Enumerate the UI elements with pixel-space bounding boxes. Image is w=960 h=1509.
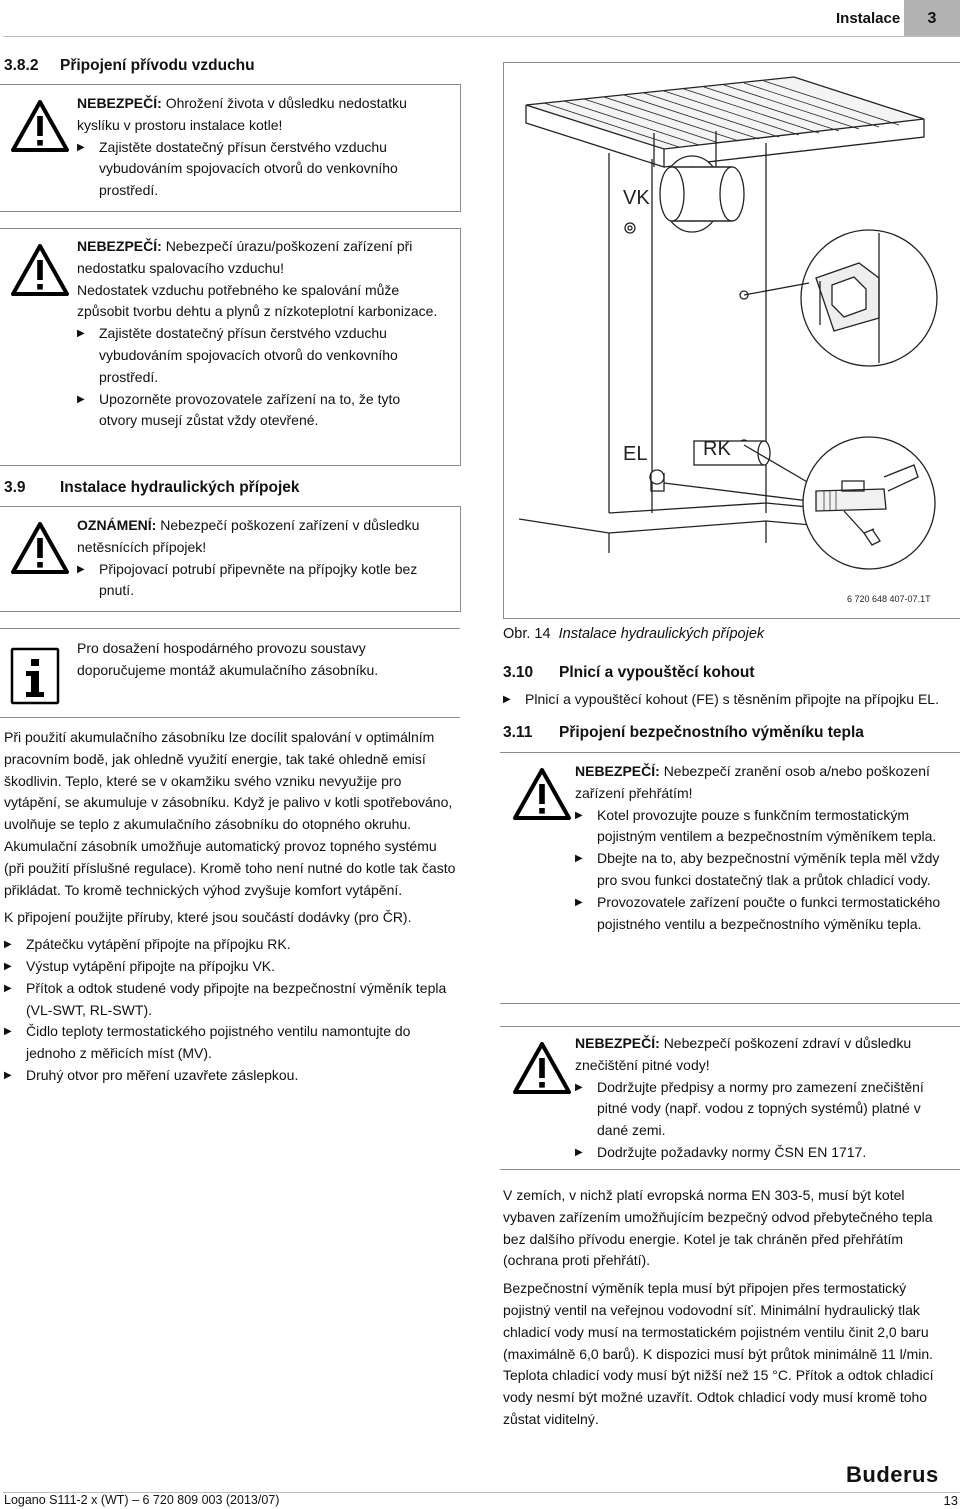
notice-label: OZNÁMENÍ:: [77, 517, 157, 533]
danger-box-drinking-water: [500, 1026, 960, 1170]
label-vk: VK: [623, 187, 650, 209]
notice-text: Nebezpečí poškození zařízení v důsledku netěsnících přípojek!: [77, 517, 420, 555]
warning-triangle-icon: [10, 99, 70, 153]
danger-bullet: ▶ Dodržujte předpisy a normy pro zamezení znečištění pitné vody (např. vodou z topných systémů) platné v dané zemi.: [575, 1077, 945, 1142]
footer-document: Logano S111-2 x (WT) – 6 720 809 003 (2013/07): [4, 1493, 280, 1507]
danger-bullet: ▶ Upozorněte provozovatele zařízení na to, že tyto otvory musejí zůstat vždy otevřené.: [77, 389, 442, 433]
instruction-bullet: ▶ Výstup vytápění připojte na přípojku VK.: [4, 956, 460, 978]
body-left: [4, 727, 460, 1087]
instruction-bullet: ▶ Přítok a odtok studené vody připojte na bezpečnostní výměník tepla (VL-SWT, RL-SWT).: [4, 978, 460, 1022]
danger-box-oxygen: [0, 84, 461, 212]
heading-3-11: [503, 724, 864, 742]
info-icon: [10, 647, 60, 705]
danger-box-combustion-air: [0, 228, 461, 466]
danger-text: Nebezpečí zranění osob a/nebo poškození zařízení přehřátím!: [575, 763, 930, 801]
danger-label: NEBEZPEČÍ:: [77, 95, 162, 111]
paragraph-buffer-tank: Při použití akumulačního zásobníku lze docílit spalování v optimálním pracovním bodě, jak ohledně využití energie, tak také ohledně emisí škodlivin. Teplo, které se v okamžiku svého vzniku nevyužije pro vytápění, se akumuluje v zásobníku. Když je palivo v kotli spotřebováno, uvolňuje se teplo z akumulačního zásobníku do otopného okruhu. Akumulační zásobník umožňuje automatický provoz topného systému (při použití příslušné regulace). Kromě toho není nutné do kotle tak často přikládat. To kromě technických výhod zvyšuje komfort vytápění.: [4, 729, 456, 898]
brand-logo: Buderus: [846, 1462, 939, 1487]
caption-number: Obr. 14: [503, 626, 551, 642]
danger-bullet: ▶ Dbejte na to, aby bezpečnostní výměník tepla měl vždy pro svou funkci dostatečný tlak a průtok chladicí vody.: [575, 848, 945, 892]
notice-box-content: [77, 515, 447, 602]
label-el: EL: [623, 443, 648, 465]
instruction-bullet: ▶ Druhý otvor pro měření uzavřete záslepkou.: [4, 1065, 460, 1087]
heading-title: Připojení přívodu vzduchu: [60, 57, 255, 74]
notice-bullet: ▶ Připojovací potrubí připevněte na přípojky kotle bez pnutí.: [77, 559, 447, 603]
page-number: 13: [943, 1493, 958, 1508]
instruction-bullet: ▶ Čidlo teploty termostatického pojistného ventilu namontujte do jednoho z měřicích míst (MV).: [4, 1021, 460, 1065]
danger-label: NEBEZPEČÍ:: [575, 763, 660, 779]
danger-text: Nebezpečí úrazu/poškození zařízení při nedostatku spalovacího vzduchu!: [77, 238, 413, 276]
warning-triangle-icon: [512, 767, 572, 821]
paragraph-flanges: K připojení použijte příruby, které jsou součástí dodávky (pro ČR).: [4, 909, 412, 926]
danger-statement: [77, 93, 447, 137]
chapter-number: 3: [904, 0, 960, 37]
boiler-illustration: [504, 63, 960, 618]
instruction-bullet: ▶ Zpátečku vytápění připojte na přípojku RK.: [4, 934, 460, 956]
heading-number: 3.8.2: [4, 57, 39, 74]
warning-triangle-icon: [512, 1041, 572, 1095]
danger-box-overheating: [500, 752, 960, 1004]
danger-statement: [77, 236, 442, 280]
heading-3-10: [503, 664, 755, 682]
figure-caption: [503, 626, 764, 642]
warning-triangle-icon: [10, 521, 70, 575]
info-text: Pro dosažení hospodárného provozu soustavy doporučujeme montáž akumulačního zásobníku.: [77, 640, 379, 678]
page-header: [0, 0, 960, 37]
heading-number: 3.10: [503, 664, 534, 681]
figure-code: 6 720 648 407-07.1T: [847, 594, 931, 604]
paragraph-heat-exchanger: Bezpečnostní výměník tepla musí být připojen přes termostatický pojistný ventil na veřejnou vodovodní síť. Minimální hydraulický tlak chladicí vody musí na termostatickém pojistném ventilu činit 2,0 baru (maximálně 6,0 barů). K dispozici musí být průtok minimálně 11 l/min. Teplota chladicí vody musí být nižší než 15 °C. Přítok a odtok chladicí vody nesmí být možné uzavřít. Odtok chladicí vody musí kromě toho zůstat viditelný.: [503, 1280, 934, 1427]
heading-3-9: [4, 479, 300, 497]
danger-label: NEBEZPEČÍ:: [575, 1035, 660, 1051]
heading-number: 3.11: [503, 724, 533, 741]
danger-bullet: ▶ Provozovatele zařízení poučte o funkci termostatického pojistného ventilu a bezpečnostního výměníku tepla.: [575, 892, 945, 936]
label-rk: RK: [703, 438, 731, 460]
danger-label: NEBEZPEČÍ:: [77, 238, 162, 254]
heading-3-8-2: [4, 57, 255, 75]
heading-title: Instalace hydraulických přípojek: [60, 479, 300, 496]
notice-box-leaks: [0, 506, 461, 612]
heading-title: Plnicí a vypouštěcí kohout: [559, 664, 755, 681]
header-divider: [3, 36, 960, 37]
danger-text: Nebezpečí poškození zdraví v důsledku znečištění pitné vody!: [575, 1035, 912, 1073]
info-box: [0, 628, 460, 718]
warning-triangle-icon: [10, 243, 70, 297]
notice-statement: [77, 515, 447, 559]
danger-bullet: ▶ Dodržujte požadavky normy ČSN EN 1717.: [575, 1142, 945, 1164]
danger-box-content: [77, 93, 447, 202]
paragraph-en303: V zemích, v nichž platí evropská norma EN 303-5, musí být kotel vybaven zařízením umožňujícím bezpečný odvod přebytečného tepla bez dalšího přívodu energie. Kotel je tak chráněn před přehřátím (ochrana proti přehřátí).: [503, 1187, 933, 1269]
danger-bullet: ▶ Kotel provozujte pouze s funkčním termostatickým pojistným ventilem a bezpečnostním výměníkem tepla.: [575, 805, 945, 849]
instruction-bullet: ▶ Plnicí a vypouštěcí kohout (FE) s těsněním připojte na přípojku EL.: [503, 689, 960, 711]
section-title: Instalace: [836, 10, 901, 27]
figure-hydraulic-connections: [503, 62, 960, 619]
heading-title: Připojení bezpečnostního výměníku tepla: [559, 724, 864, 741]
danger-box-content: [575, 761, 945, 935]
danger-box-content: [77, 236, 442, 432]
danger-text: Ohrožení života v důsledku nedostatku kyslíku v prostoru instalace kotle!: [77, 95, 407, 133]
danger-statement: [575, 1033, 945, 1077]
heading-number: 3.9: [4, 479, 26, 496]
body-right: [503, 1185, 953, 1431]
danger-statement: [575, 761, 945, 805]
danger-bullet: ▶ Zajistěte dostatečný přísun čerstvého vzduchu vybudováním spojovacích otvorů do venkovního prostředí.: [77, 137, 447, 202]
danger-explanation: Nedostatek vzduchu potřebného ke spalování může způsobit tvorbu dehtu a plynů z nízkoteplotní karbonizace.: [77, 281, 438, 320]
danger-box-content: [575, 1033, 945, 1164]
danger-bullet: ▶ Zajistěte dostatečný přísun čerstvého vzduchu vybudováním spojovacích otvorů do venkovního prostředí.: [77, 323, 442, 388]
caption-text: Instalace hydraulických přípojek: [558, 626, 765, 642]
